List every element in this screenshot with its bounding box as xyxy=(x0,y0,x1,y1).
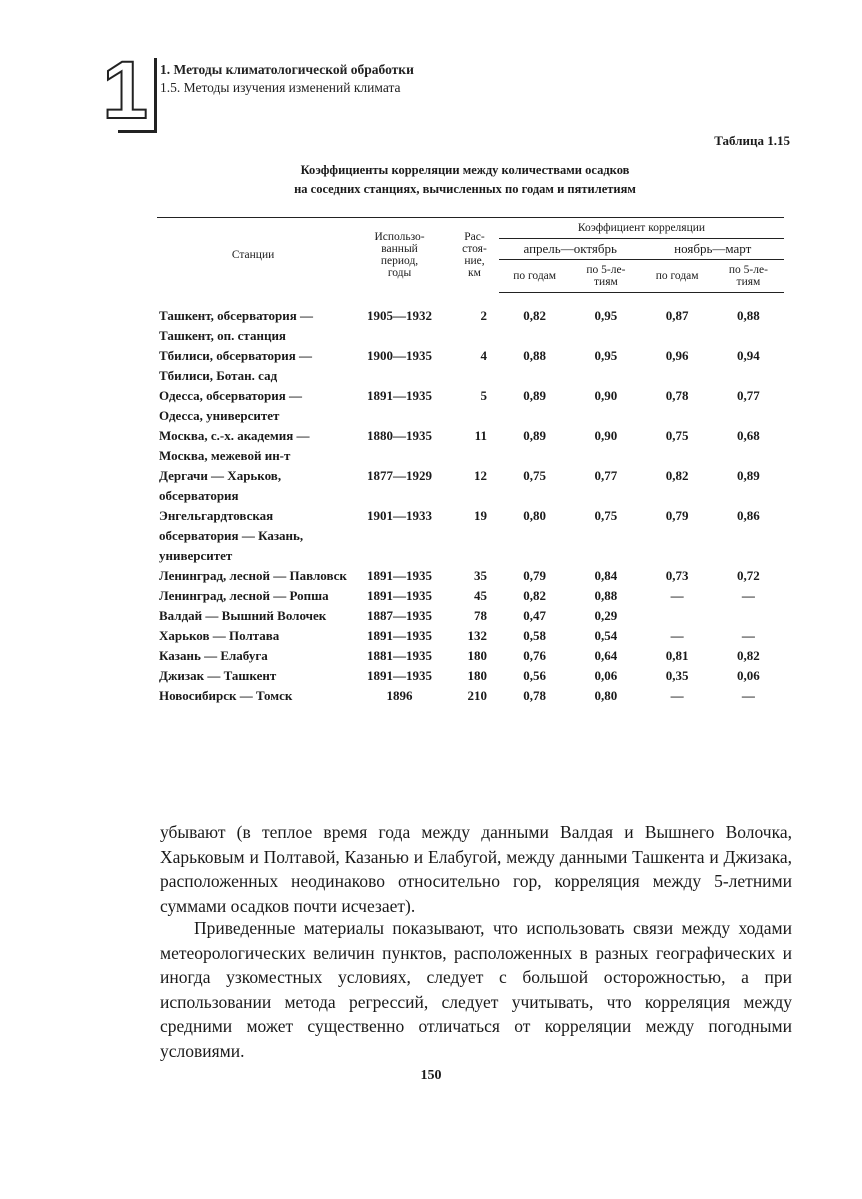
running-header-section: 1. Методы климатологической обработки xyxy=(160,62,414,77)
period-cell: 1891—1935 xyxy=(367,587,433,603)
value-cell: 0,06 xyxy=(594,667,618,683)
table-label: Таблица 1.15 xyxy=(714,133,790,148)
period-cell: 1877—1929 xyxy=(367,467,433,483)
value-cell: 0,88 xyxy=(523,347,547,363)
distance-cell: 2 xyxy=(480,307,487,323)
value-cell: 0,89 xyxy=(523,387,547,403)
header-by-5yr-ao: по 5-ле- тиям xyxy=(570,260,641,293)
header-by-year-nm: по годам xyxy=(641,260,712,293)
body-paragraph-1: убывают (в теплое время года между данными Валдая и Вышнего Волочка, Харьковым и Полтавой, Казанью и Елабугой, между данными Ташкента и Джизака, расположенных неодинаково относительно гор, корреляция между 5-летними суммами осадков почти исчезает). xyxy=(160,822,792,916)
value-cell: 0,29 xyxy=(594,607,618,623)
distance-cell: 35 xyxy=(473,567,487,583)
value-cell: 0,89 xyxy=(737,467,760,483)
period-cell: 1881—1935 xyxy=(367,647,433,663)
table-row xyxy=(157,293,784,346)
correlation-table xyxy=(157,217,784,706)
period-cell: 1891—1935 xyxy=(367,667,433,683)
value-cell: 0,82 xyxy=(523,587,547,603)
value-cell: 0,96 xyxy=(665,347,689,363)
table-title-line2: на соседних станциях, вычисленных по годам и пятилетиям xyxy=(294,182,636,196)
value-cell: 0,79 xyxy=(523,567,547,583)
station-cell: Одесса, обсерватория — Одесса, университет xyxy=(159,387,302,423)
distance-cell: 180 xyxy=(467,667,487,683)
period-cell: 1887—1935 xyxy=(367,607,433,623)
value-cell xyxy=(713,606,784,626)
table-title-line1: Коэффициенты корреляции между количествами осадков xyxy=(300,163,630,177)
station-cell: Энгельгардтовская обсерватория — Казань, университет xyxy=(159,507,304,563)
distance-cell: 45 xyxy=(473,587,487,603)
header-stations: Станции xyxy=(157,218,349,293)
value-cell: 0,94 xyxy=(737,347,760,363)
value-cell: 0,54 xyxy=(594,627,618,643)
value-cell: 0,68 xyxy=(737,427,760,443)
table-row xyxy=(157,646,784,666)
station-cell: Казань — Елабуга xyxy=(159,647,268,663)
period-cell: 1891—1935 xyxy=(367,627,433,643)
value-cell: 0,90 xyxy=(594,427,618,443)
distance-cell: 78 xyxy=(473,607,487,623)
station-cell: Тбилиси, обсерватория — Тбилиси, Ботан. сад xyxy=(159,347,313,383)
period-cell: 1891—1935 xyxy=(367,567,433,583)
period-cell: 1905—1932 xyxy=(367,307,433,323)
value-cell: 0,58 xyxy=(523,627,547,643)
running-header-subsection: 1.5. Методы изучения изменений климата xyxy=(160,80,401,95)
value-cell: 0,82 xyxy=(737,647,760,663)
value-cell: 0,75 xyxy=(665,427,689,443)
station-cell: Джизак — Ташкент xyxy=(159,667,277,683)
value-cell xyxy=(641,606,712,626)
value-cell: 0,64 xyxy=(594,647,618,663)
distance-cell: 132 xyxy=(467,627,487,643)
header-november-march: ноябрь—март xyxy=(641,239,784,260)
distance-cell: 4 xyxy=(480,347,487,363)
table-row xyxy=(157,506,784,566)
value-cell: 0,89 xyxy=(523,427,547,443)
value-cell: 0,80 xyxy=(523,507,547,523)
station-cell: Дергачи — Харьков, обсерватория xyxy=(159,467,282,503)
header-by-year-ao: по годам xyxy=(499,260,570,293)
table-row xyxy=(157,566,784,586)
value-cell: 0,56 xyxy=(523,667,547,683)
station-cell: Ленинград, лесной — Ропша xyxy=(159,587,329,603)
header-april-october: апрель—октябрь xyxy=(499,239,642,260)
header-correlation: Коэффициент корреляции xyxy=(499,218,784,239)
value-cell: 0,82 xyxy=(523,308,547,323)
table-row xyxy=(157,426,784,466)
value-cell: 0,77 xyxy=(594,467,618,483)
table-row xyxy=(157,606,784,626)
chapter-number-marker xyxy=(102,45,157,136)
station-cell: Москва, с.-х. академия — Москва, межевой ин-т xyxy=(159,427,310,463)
value-cell: 0,72 xyxy=(737,567,760,583)
value-cell: 0,79 xyxy=(665,507,689,523)
distance-cell: 12 xyxy=(473,467,487,483)
value-cell: 0,06 xyxy=(737,667,760,683)
value-cell: 0,82 xyxy=(665,467,689,483)
distance-cell: 11 xyxy=(474,427,487,443)
value-cell: — xyxy=(741,687,755,703)
distance-cell: 19 xyxy=(473,507,487,523)
table-row xyxy=(157,386,784,426)
page-number: 150 xyxy=(420,1068,442,1083)
value-cell: 0,78 xyxy=(665,387,689,403)
body-paragraph-2: Приведенные материалы показывают, что использовать связи между ходами метеорологических величин пунктов, расположенных в разных географических и иногда узкоместных условиях, следует с большой осторожностью, а при использовании метода регрессий, следует учитывать, что корреляция между средними может существенно отличаться от корреляции между погодными условиями. xyxy=(160,918,792,1061)
header-period: Использо- ванный период, годы xyxy=(349,218,450,293)
header-by-5yr-nm: по 5-ле- тиям xyxy=(713,260,784,293)
table-row xyxy=(157,626,784,646)
period-cell: 1896 xyxy=(386,687,413,703)
table-row xyxy=(157,586,784,606)
value-cell: 0,84 xyxy=(594,567,618,583)
table-row xyxy=(157,346,784,386)
station-cell: Ташкент, обсерватория — Ташкент, оп. станция xyxy=(159,307,313,343)
chapter-number: 1 xyxy=(102,45,148,136)
value-cell: 0,73 xyxy=(665,567,689,583)
value-cell: 0,95 xyxy=(594,347,618,363)
header-distance: Рас- стоя- ние, км xyxy=(450,218,499,293)
value-cell: 0,87 xyxy=(665,308,689,323)
value-cell: 0,35 xyxy=(665,667,689,683)
period-cell: 1900—1935 xyxy=(367,347,433,363)
table-row xyxy=(157,466,784,506)
value-cell: 0,95 xyxy=(594,308,618,323)
station-cell: Ленинград, лесной — Павловск xyxy=(159,567,347,583)
value-cell: — xyxy=(670,687,684,703)
table-row xyxy=(157,686,784,706)
value-cell: — xyxy=(741,627,755,643)
value-cell: — xyxy=(670,627,684,643)
value-cell: 0,88 xyxy=(737,308,760,323)
station-cell: Валдай — Вышний Волочек xyxy=(159,607,327,623)
table-body xyxy=(157,293,784,706)
value-cell: — xyxy=(670,587,684,603)
station-cell: Новосибирск — Томск xyxy=(159,687,293,703)
value-cell: 0,75 xyxy=(523,467,547,483)
value-cell: 0,88 xyxy=(594,587,618,603)
value-cell: 0,80 xyxy=(594,687,618,703)
value-cell: 0,86 xyxy=(737,507,760,523)
period-cell: 1880—1935 xyxy=(367,427,433,443)
distance-cell: 180 xyxy=(467,647,487,663)
period-cell: 1901—1933 xyxy=(367,507,433,523)
station-cell: Харьков — Полтава xyxy=(159,627,280,643)
period-cell: 1891—1935 xyxy=(367,387,433,403)
value-cell: 0,90 xyxy=(594,387,618,403)
distance-cell: 5 xyxy=(480,387,487,403)
value-cell: 0,75 xyxy=(594,507,618,523)
value-cell: 0,81 xyxy=(665,647,689,663)
value-cell: 0,76 xyxy=(523,647,547,663)
value-cell: — xyxy=(741,587,755,603)
distance-cell: 210 xyxy=(467,687,487,703)
value-cell: 0,47 xyxy=(523,607,547,623)
value-cell: 0,77 xyxy=(737,387,760,403)
table-row xyxy=(157,666,784,686)
value-cell: 0,78 xyxy=(523,687,547,703)
